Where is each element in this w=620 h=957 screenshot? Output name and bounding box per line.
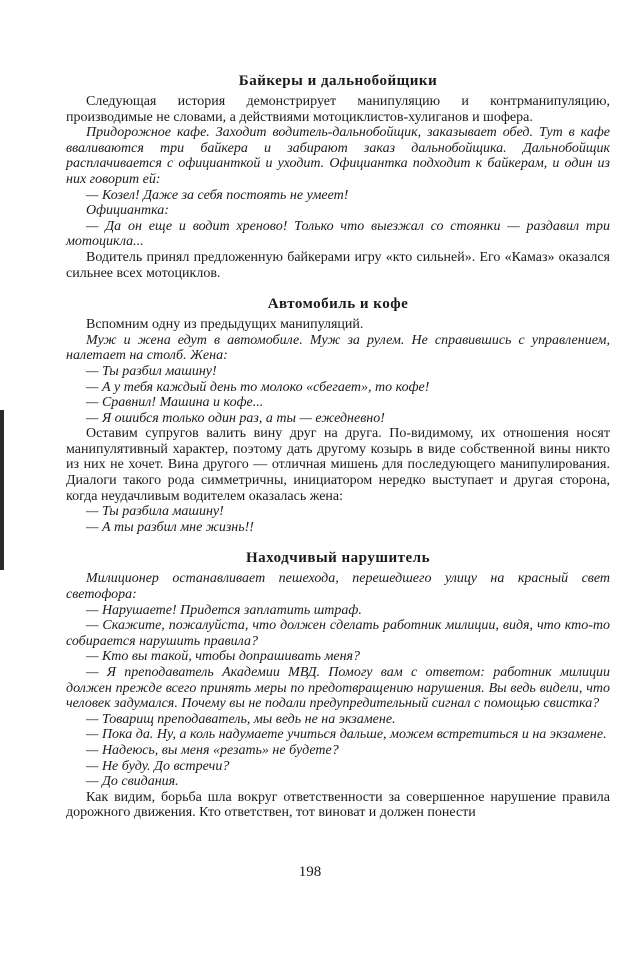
- paragraph-italic: Муж и жена едут в автомобиле. Муж за рулем. Не справившись с управлением, налетает на столб. Жена:: [66, 332, 610, 364]
- dialogue-line: — Пока да. Ну, а коль надумаете учиться дальше, можем встретиться и на экзамене.: [86, 727, 607, 743]
- page-number: 198: [298, 864, 322, 880]
- section-bikers: [66, 72, 610, 281]
- scan-edge-shadow: [0, 410, 4, 570]
- dialogue-line: — Надеюсь, вы меня «резать» не будете?: [86, 742, 339, 758]
- section-heading: Находчивый нарушитель: [245, 550, 431, 567]
- dialogue-line: — Я преподаватель Академии МВД. Помогу вам с ответом: работник милиции должен прежде всего принять меры по предотвращению нарушения. Вы ведь видели, что человек задумался. Почему вы не подали предупредительный сигнал с помощью свистка?: [66, 665, 610, 712]
- dialogue-line: Официантка:: [86, 203, 169, 219]
- dialogue-line: — Товарищ преподаватель, мы ведь не на экзамене.: [86, 711, 396, 727]
- section-heading: Байкеры и дальнобойщики: [238, 73, 438, 89]
- dialogue-line: — Ты разбила машину!: [86, 504, 224, 520]
- dialogue-line: — Не буду. До встречи?: [86, 758, 230, 774]
- dialogue-line: — А ты разбил мне жизнь!!: [86, 519, 254, 535]
- section-heading: Автомобиль и кофе: [267, 296, 409, 313]
- section-car-and-coffee: [66, 295, 610, 535]
- paragraph: Вспомним одну из предыдущих манипуляций.: [86, 317, 364, 333]
- dialogue-line: — А у тебя каждый день то молоко «сбегает», то кофе!: [86, 379, 430, 395]
- dialogue-line: — Скажите, пожалуйста, что должен сделать работник милиции, видя, что кто-то собирается нарушить правила?: [66, 618, 610, 649]
- dialogue-line: — Сравнил! Машина и кофе...: [86, 395, 264, 411]
- section-resourceful-offender: [66, 549, 610, 821]
- dialogue-line: — До свидания.: [86, 774, 179, 790]
- dialogue-line: — Нарушаете! Придется заплатить штраф.: [86, 602, 362, 618]
- document-page: [66, 72, 610, 821]
- paragraph: Водитель принял предложенную байкерами игру «кто сильней». Его «Камаз» оказался сильнее всех мотоциклов.: [66, 249, 610, 281]
- paragraph: Следующая история демонстрирует манипуляцию и контрманипуляцию, производимые не словами, а действиями мотоциклистов-хулиганов и шофера.: [66, 94, 610, 125]
- dialogue-line: — Я ошибся только один раз, а ты — ежедневно!: [86, 410, 385, 426]
- dialogue-line: — Да он еще и водит хреново! Только что выезжал со стоянки — раздавил три мотоцикла...: [66, 218, 610, 250]
- dialogue-line: — Кто вы такой, чтобы допрашивать меня?: [86, 649, 361, 665]
- dialogue-line: — Козел! Даже за себя постоять не умеет!: [86, 187, 349, 203]
- paragraph-italic: Милиционер останавливает пешехода, перешедшего улицу на красный свет светофора:: [66, 571, 610, 603]
- dialogue-line: — Ты разбил машину!: [86, 363, 217, 379]
- paragraph: Как видим, борьба шла вокруг ответственности за совершенное нарушение правила дорожного движения. Кто ответствен, тот виноват и должен понести: [66, 789, 610, 821]
- paragraph-italic: Придорожное кафе. Заходит водитель-дальнобойщик, заказывает обед. Тут в кафе вваливаются три байкера и забирают заказ дальнобойщика. Дальнобойщик расплачивается с официанткой и уходит. Официантка подходит к байкерам, и один из них говорит ей:: [66, 125, 610, 187]
- paragraph: Оставим супругов валить вину друг на друга. По-видимому, их отношения носят манипулятивный характер, поэтому дать другому козырь в виде собственной вины никто из них не хочет. Вина другого — отличная мишень для последующего манипулирования. Диалоги такого рода симметричны, инициатором нередко выступает и другая сторона, когда неудачливым водителем оказалась жена:: [66, 426, 610, 504]
